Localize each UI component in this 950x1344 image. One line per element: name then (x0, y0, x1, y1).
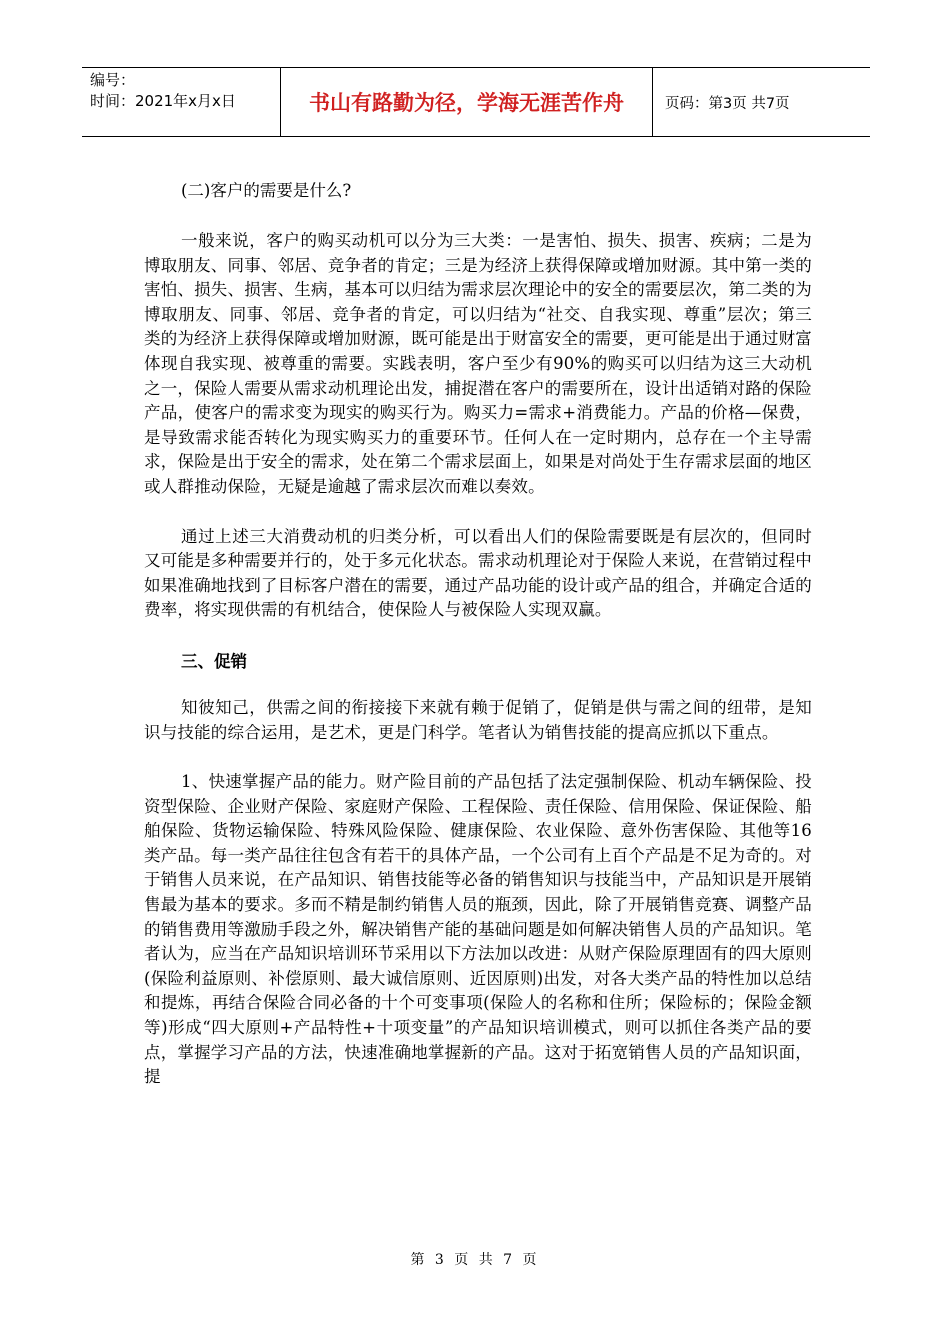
document-body (144, 176, 812, 1115)
header-motto: 书山有路勤为径，学海无涯苦作舟 (281, 68, 653, 136)
number-label: 编号： (90, 71, 136, 89)
paragraph-1: 一般来说，客户的购买动机可以分为三大类：一是害怕、损失、损害、疾病；二是为博取朋友、同事、邻居、竞争者的肯定；三是为经济上获得保障或增加财源。其中第一类的害怕、损失、损害、生病，基本可以归结为需求层次理论中的安全的需要层次，第二类的为博取朋友、同事、邻居、竞争者的肯定，可以归结为“社交、自我实现、尊重”层次；第三类的为经济上获得保障或增加财源，既可能是出于财富安全的需要，更可能是出于通过财富体现自我实现、被尊重的需要。实践表明，客户至少有90%的购买可以归结为这三大动机之一，保险人需要从需求动机理论出发，捕捉潜在客户的需要所在，设计出适销对路的保险产品，使客户的需求变为现实的购买行为。购买力=需求+消费能力。产品的价格—保费，是导致需求能否转化为现实购买力的重要环节。任何人在一定时期内，总存在一个主导需求，保险是出于安全的需求，处在第二个需求层面上，如果是对尚处于生存需求层面的地区或人群推动保险，无疑是逾越了需求层次而难以奏效。 (144, 231, 812, 496)
date-label: 时间：2021年x月x日 (90, 92, 236, 110)
paragraph-3: 知彼知己，供需之间的衔接接下来就有赖于促销了，促销是供与需之间的纽带，是知识与技能的综合运用，是艺术，更是门科学。笔者认为销售技能的提高应抓以下重点。 (144, 697, 812, 742)
section-title: 三、促销 (181, 651, 247, 671)
subheading: (二)客户的需要是什么? (181, 181, 352, 200)
header-page-info: 页码：第3页 共7页 (665, 95, 790, 112)
paragraph-4: 1、快速掌握产品的能力。财产险目前的产品包括了法定强制保险、机动车辆保险、投资型保险、企业财产保险、家庭财产保险、工程保险、责任保险、信用保险、保证保险、船舶保险、货物运输保险、特殊风险保险、健康保险、农业保险、意外伤害保险、其他等16类产品。每一类产品往往包含有若干的具体产品，一个公司有上百个产品是不足为奇的。对于销售人员来说，在产品知识、销售技能等必备的销售知识与技能当中，产品知识是开展销售最为基本的要求。多而不精是制约销售人员的瓶颈，因此，除了开展销售竞赛、调整产品的销售费用等激励手段之外，解决销售产能的基础问题是如何解决销售人员的产品知识。笔者认为，应当在产品知识培训环节采用以下方法加以改进：从财产保险原理固有的四大原则(保险利益原则、补偿原则、最大诚信原则、近因原则)出发，对各大类产品的特性加以总结和提炼，再结合保险合同必备的十个可变事项(保险人的名称和住所；保险标的；保险金额等)形成“四大原则+产品特性+十项变量”的产品知识培训模式，则可以抓住各类产品的要点，掌握学习产品的方法，快速准确地掌握新的产品。这对于拓宽销售人员的产品知识面，提 (144, 772, 812, 1087)
document-header (82, 67, 870, 137)
page-footer: 第 3 页 共 7 页 (410, 1252, 540, 1268)
paragraph-2: 通过上述三大消费动机的归类分析，可以看出人们的保险需要既是有层次的，但同时又可能是多种需要并行的，处于多元化状态。需求动机理论对于保险人来说，在营销过程中如果准确地找到了目标客户潜在的需要，通过产品功能的设计或产品的组合，并确定合适的费率，将实现供需的有机结合，使保险人与被保险人实现双赢。 (144, 526, 812, 620)
header-meta (82, 68, 281, 136)
